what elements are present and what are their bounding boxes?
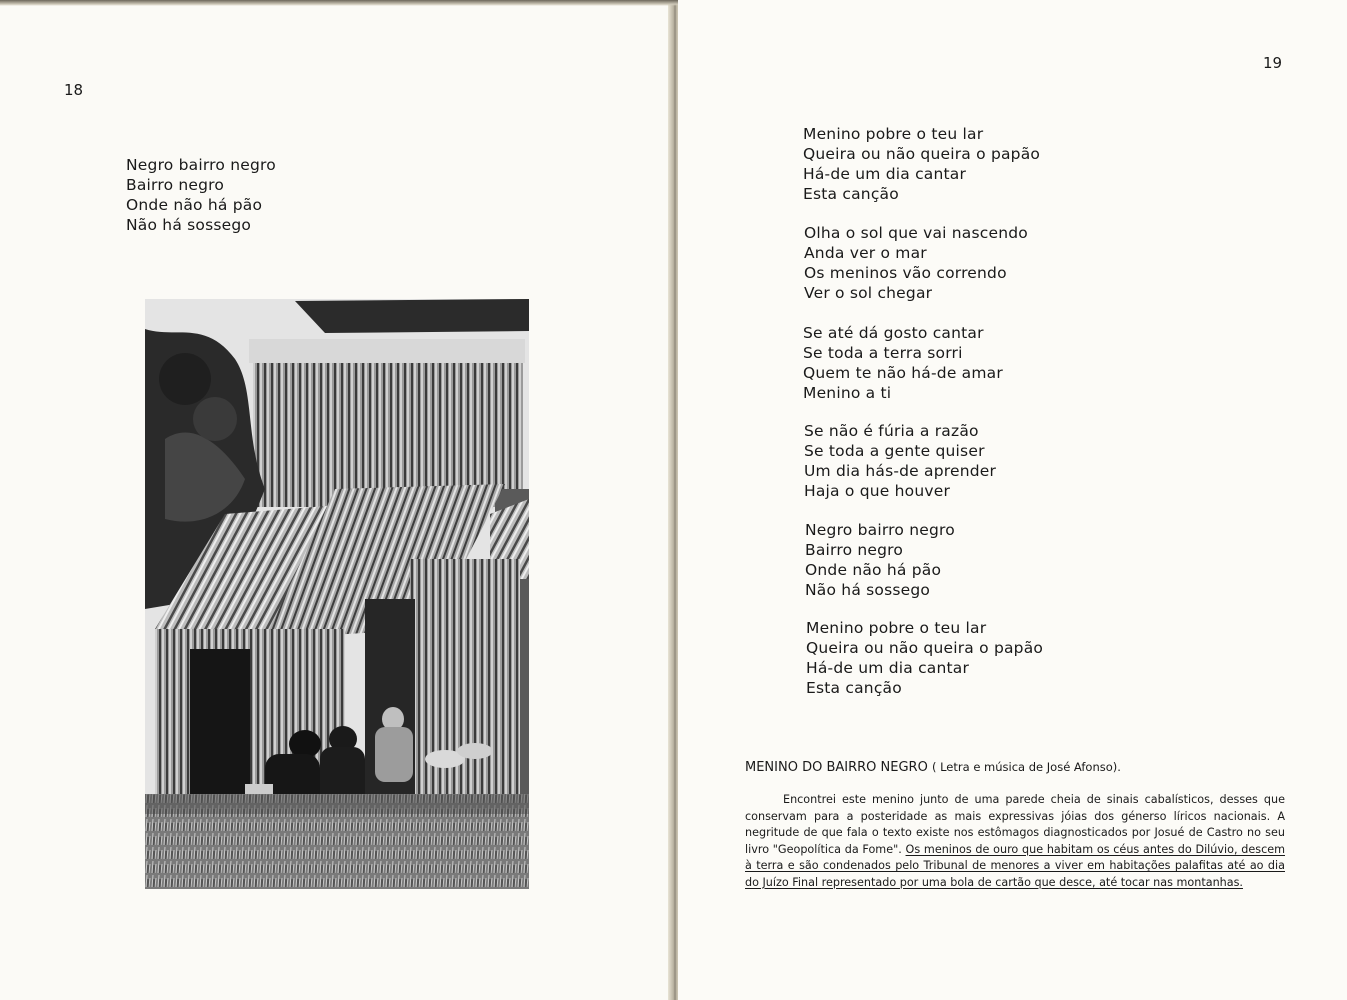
poem-line: Um dia hás-de aprender [804, 462, 997, 480]
poem-stanza-left [126, 155, 276, 235]
song-title: MENINO DO BAIRRO NEGRO [745, 760, 928, 775]
page-number-left: 18 [64, 81, 84, 99]
song-title-line [745, 760, 1121, 775]
poem-line: Olha o sol que vai nascendo [804, 224, 1028, 242]
poem-line: Esta canção [803, 185, 899, 203]
poem-line: Bairro negro [805, 541, 904, 559]
photograph-shack [145, 299, 529, 889]
poem-line: Se toda a terra sorri [803, 344, 963, 362]
poem-line: Ver o sol chegar [804, 284, 933, 302]
poem-line: Quem te não há-de amar [803, 364, 1003, 382]
poem-line: Há-de um dia cantar [806, 659, 970, 677]
poem-line: Menino pobre o teu lar [803, 125, 984, 143]
poem-stanza [804, 421, 996, 501]
poem-line: Há-de um dia cantar [803, 165, 967, 183]
poem-stanza [805, 520, 955, 600]
poem-line: Se até dá gosto cantar [803, 324, 984, 342]
left-page [0, 0, 672, 1000]
poem-line: Onde não há pão [805, 561, 942, 579]
poem-line: Negro bairro negro [126, 156, 276, 174]
song-credit: ( Letra e música de José Afonso). [931, 760, 1121, 774]
poem-line: Anda ver o mar [804, 244, 927, 262]
poem-line: Não há sossego [805, 581, 931, 599]
commentary-underlined-text: Os meninos de ouro que habitam os céus antes do Dilúvio, descem à terra e são condenados pelo Tribunal de menores a viver em habitações palafitas até ao dia do Juízo Final representado por uma bola de cartão que desce, até tocar nas montanhas. [745, 842, 1285, 889]
poem-line: Os meninos vão correndo [804, 264, 1007, 282]
poem-line: Menino a ti [803, 384, 892, 402]
poem-line: Se toda a gente quiser [804, 442, 985, 460]
poem-line: Menino pobre o teu lar [806, 619, 987, 637]
commentary-paragraph [745, 792, 1285, 891]
poem-line: Se não é fúria a razão [804, 422, 979, 440]
poem-line: Bairro negro [126, 176, 225, 194]
poem-stanza [804, 223, 1028, 303]
poem-line: Negro bairro negro [805, 521, 955, 539]
poem-stanza [803, 323, 1003, 403]
poem-line: Onde não há pão [126, 196, 263, 214]
poem-stanza [803, 124, 1040, 204]
poem-line: Queira ou não queira o papão [806, 639, 1044, 657]
poem-stanza [806, 618, 1043, 698]
commentary-text: Encontrei este menino junto de uma parede cheia de sinais cabalísticos, desses que conservam para a posteridade as mais expressivas jóias dos génerso líricos nacionais. A negritude de que fala o texto existe nos estômagos diagnosticados por Josué de Castro no seu livro "Geopolítica da Fome". [745, 793, 1285, 856]
poem-line: Queira ou não queira o papão [803, 145, 1041, 163]
page-number-right: 19 [1263, 54, 1283, 72]
poem-line: Esta canção [806, 679, 902, 697]
poem-line: Não há sossego [126, 216, 252, 234]
poem-line: Haja o que houver [804, 482, 951, 500]
